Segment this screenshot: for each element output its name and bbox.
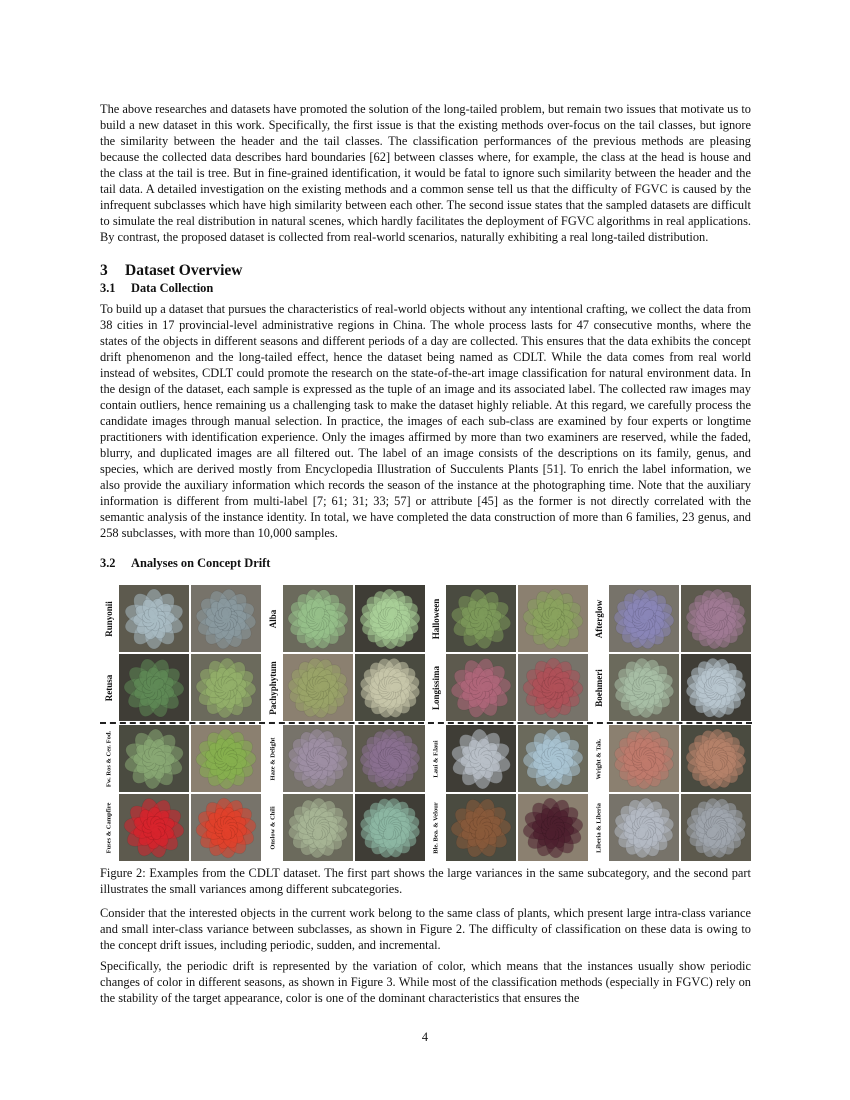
succulent-photo-haze-delight-1 bbox=[283, 725, 353, 792]
succulent-photo-fw-ros-cer-fod-2 bbox=[191, 725, 261, 792]
succulent-photo-afterglow-2 bbox=[681, 585, 751, 652]
figure-label-text: Onslow & Chili bbox=[269, 805, 276, 850]
succulent-photo-wright-tak-2 bbox=[681, 725, 751, 792]
data-collection-paragraph: To build up a dataset that pursues the characteristics of real-world objects without any intentional crafting, we collect the data from 38 cities in 17 provincial-level administrative regions in China. The whole process lasts for 47 consecutive months, where the states of the objects in different seasons and different periods of a day are collected. This ensures that the data exhibits the concept drift phenomenon and the long-tailed effect, hence the dataset being named as CDLT. While the data comes from real world instead of websites, CDLT could promote the research on the state-of-the-art image classification for natural environment data. In the design of the dataset, each sample is expressed as the tuple of an image and its associated label. The collected raw images may contain outliers, hence remaining us a challenging task to make the dataset highly reliable. At this regard, we carefully process the candidate images through manual selection. In practice, the images of each sub-class are examined by four experts or longtime practitioners with identification experience. Only the images affirmed by more than two examiners are reserved, while the faded, blurry, and duplicated images are all filtered out. The label of an image consists of the descriptions on its family, genus, and species, which are derived mostly from Encyclopedia Illustration of Succulents Plants [51]. To enrich the label information, we also provide the auxiliary information which records the season of the instance at the photographing time. Note that the auxiliary information is different from multi-label [7; 61; 31; 33; 57] or attribute [45] as the former is not directly correlated with the semantic analysis of the instance identity. In total, we have completed the data construction of more than 6 families, 23 genus, and 258 subclasses, with more than 10,000 samples. bbox=[100, 302, 751, 540]
succulent-photo-runyonii-1 bbox=[119, 585, 189, 652]
section-3-1-title: Data Collection bbox=[131, 281, 214, 295]
figure-label-ble-bea-velour bbox=[427, 794, 444, 861]
succulent-photo-fuses-campfire-2 bbox=[191, 794, 261, 861]
succulent-photo-runyonii-2 bbox=[191, 585, 261, 652]
figure-label-wright-tak bbox=[590, 725, 607, 792]
figure-label-haze-delight bbox=[264, 725, 281, 792]
figure-label-text: Runyonii bbox=[103, 600, 114, 637]
figure-label-text: Laui & F.laui bbox=[432, 739, 439, 778]
consider-paragraph: Consider that the interested objects in the current work belong to the same class of plants, which present large intra-class variance and small inter-class variance between subclasses, as shown in Figure 2. The difficulty of classification on these data is owing to the concept drift issues, including periodic, sudden, and incremental. bbox=[100, 906, 751, 952]
figure-label-fw-ros-cer-fod bbox=[100, 725, 117, 792]
succulent-photo-fuses-campfire-1 bbox=[119, 794, 189, 861]
section-3-2-number: 3.2 bbox=[100, 556, 116, 570]
figure-label-text: Afterglow bbox=[593, 599, 604, 638]
succulent-photo-afterglow-1 bbox=[609, 585, 679, 652]
section-3-heading bbox=[100, 262, 243, 280]
figure-label-text: Wright & Tak. bbox=[595, 738, 602, 779]
figure-label-text: Pachyphytum bbox=[267, 660, 278, 715]
succulent-photo-halloween-2 bbox=[518, 585, 588, 652]
section-3-title: Dataset Overview bbox=[125, 262, 243, 279]
succulent-photo-liberia-liberia-2 bbox=[681, 794, 751, 861]
succulent-photo-boehmeri-1 bbox=[609, 654, 679, 721]
succulent-photo-pachyphytum-1 bbox=[283, 654, 353, 721]
figure-label-afterglow bbox=[590, 585, 607, 652]
succulent-photo-alba-1 bbox=[283, 585, 353, 652]
succulent-photo-wright-tak-1 bbox=[609, 725, 679, 792]
succulent-photo-liberia-liberia-1 bbox=[609, 794, 679, 861]
succulent-photo-longissima-2 bbox=[518, 654, 588, 721]
figure-label-onslow-chili bbox=[264, 794, 281, 861]
figure-2-image-grid bbox=[100, 585, 752, 862]
figure-label-text: Alba bbox=[267, 609, 278, 628]
succulent-photo-fw-ros-cer-fod-1 bbox=[119, 725, 189, 792]
figure-label-text: Fw. Ros & Cer. Fod. bbox=[105, 730, 112, 787]
section-3-1-number: 3.1 bbox=[100, 281, 116, 295]
succulent-photo-pachyphytum-2 bbox=[355, 654, 425, 721]
figure-label-boehmeri bbox=[590, 654, 607, 721]
figure-label-text: Halloween bbox=[430, 598, 441, 639]
intro-paragraph: The above researches and datasets have promoted the solution of the long-tailed problem, but remain two issues that motivate us to build a new dataset in this work. Specifically, the first issue is that the existing methods over-focus on the tail classes, but ignore the similarity between the header and the tail classes. The classification performances of the previous methods are pleasing because the collected data describes hard boundaries [62] between classes where, for example, the class at the head is house and the class at the tail is tree. But in fine-grained identification, it would be fatal to ignore such similarity between the header and the tail data. A detailed investigation on the existing methods and a common sense tell us that the difficulty of FGVC is caused by the infrequent subclasses which have high similarity between each other. The second issue states that the sampled datasets are difficult to simulate the real distribution in natural scenes, which hardly facilitates the deployment of FGVC algorithms in real applications. By contrast, the proposed dataset is collected from real-world scenarios, naturally exhibiting a real long-tailed distribution. bbox=[100, 102, 751, 244]
succulent-photo-retusa-2 bbox=[191, 654, 261, 721]
succulent-photo-laui-flaui-2 bbox=[518, 725, 588, 792]
figure-label-fuses-campfire bbox=[100, 794, 117, 861]
figure-label-text: Liberia & Liberia bbox=[595, 802, 602, 853]
succulent-photo-halloween-1 bbox=[446, 585, 516, 652]
succulent-photo-alba-2 bbox=[355, 585, 425, 652]
succulent-photo-ble-bea-velour-1 bbox=[446, 794, 516, 861]
succulent-photo-retusa-1 bbox=[119, 654, 189, 721]
figure-label-text: Fuses & Campfire bbox=[105, 802, 112, 853]
figure-label-runyonii bbox=[100, 585, 117, 652]
figure-label-halloween bbox=[427, 585, 444, 652]
figure-label-text: Ble. Bea. & Velour bbox=[432, 801, 439, 854]
figure-label-text: Longissima bbox=[430, 665, 441, 710]
section-3-1-heading bbox=[100, 281, 213, 296]
figure-label-text: Retusa bbox=[103, 674, 114, 701]
succulent-photo-ble-bea-velour-2 bbox=[518, 794, 588, 861]
section-3-number: 3 bbox=[100, 262, 108, 279]
succulent-photo-onslow-chili-2 bbox=[355, 794, 425, 861]
succulent-photo-longissima-1 bbox=[446, 654, 516, 721]
section-3-2-title: Analyses on Concept Drift bbox=[131, 556, 271, 570]
figure-label-retusa bbox=[100, 654, 117, 721]
figure-dashed-divider bbox=[100, 722, 752, 724]
figure-label-liberia-liberia bbox=[590, 794, 607, 861]
figure-label-alba bbox=[264, 585, 281, 652]
succulent-photo-onslow-chili-1 bbox=[283, 794, 353, 861]
figure-label-text: Boehmeri bbox=[593, 668, 604, 707]
succulent-photo-haze-delight-2 bbox=[355, 725, 425, 792]
page-number: 4 bbox=[421, 1030, 429, 1044]
succulent-photo-boehmeri-2 bbox=[681, 654, 751, 721]
section-3-2-heading bbox=[100, 556, 270, 571]
succulent-photo-laui-flaui-1 bbox=[446, 725, 516, 792]
figure-label-text: Haze & Delight bbox=[269, 737, 276, 780]
figure-2-caption: Figure 2: Examples from the CDLT dataset. The first part shows the large variances in the same subcategory, and the second part illustrates the small variances among different subcategories. bbox=[100, 866, 751, 896]
figure-label-pachyphytum bbox=[264, 654, 281, 721]
figure-label-longissima bbox=[427, 654, 444, 721]
specifically-paragraph: Specifically, the periodic drift is represented by the variation of color, which means that the instances usually show periodic changes of color in different seasons, as shown in Figure 3. While most of the classification methods (especially in FGVC) rely on the stability of the target appearance, color is one of the dominant characteristics that ensures the bbox=[100, 959, 751, 1005]
figure-label-laui-flaui bbox=[427, 725, 444, 792]
